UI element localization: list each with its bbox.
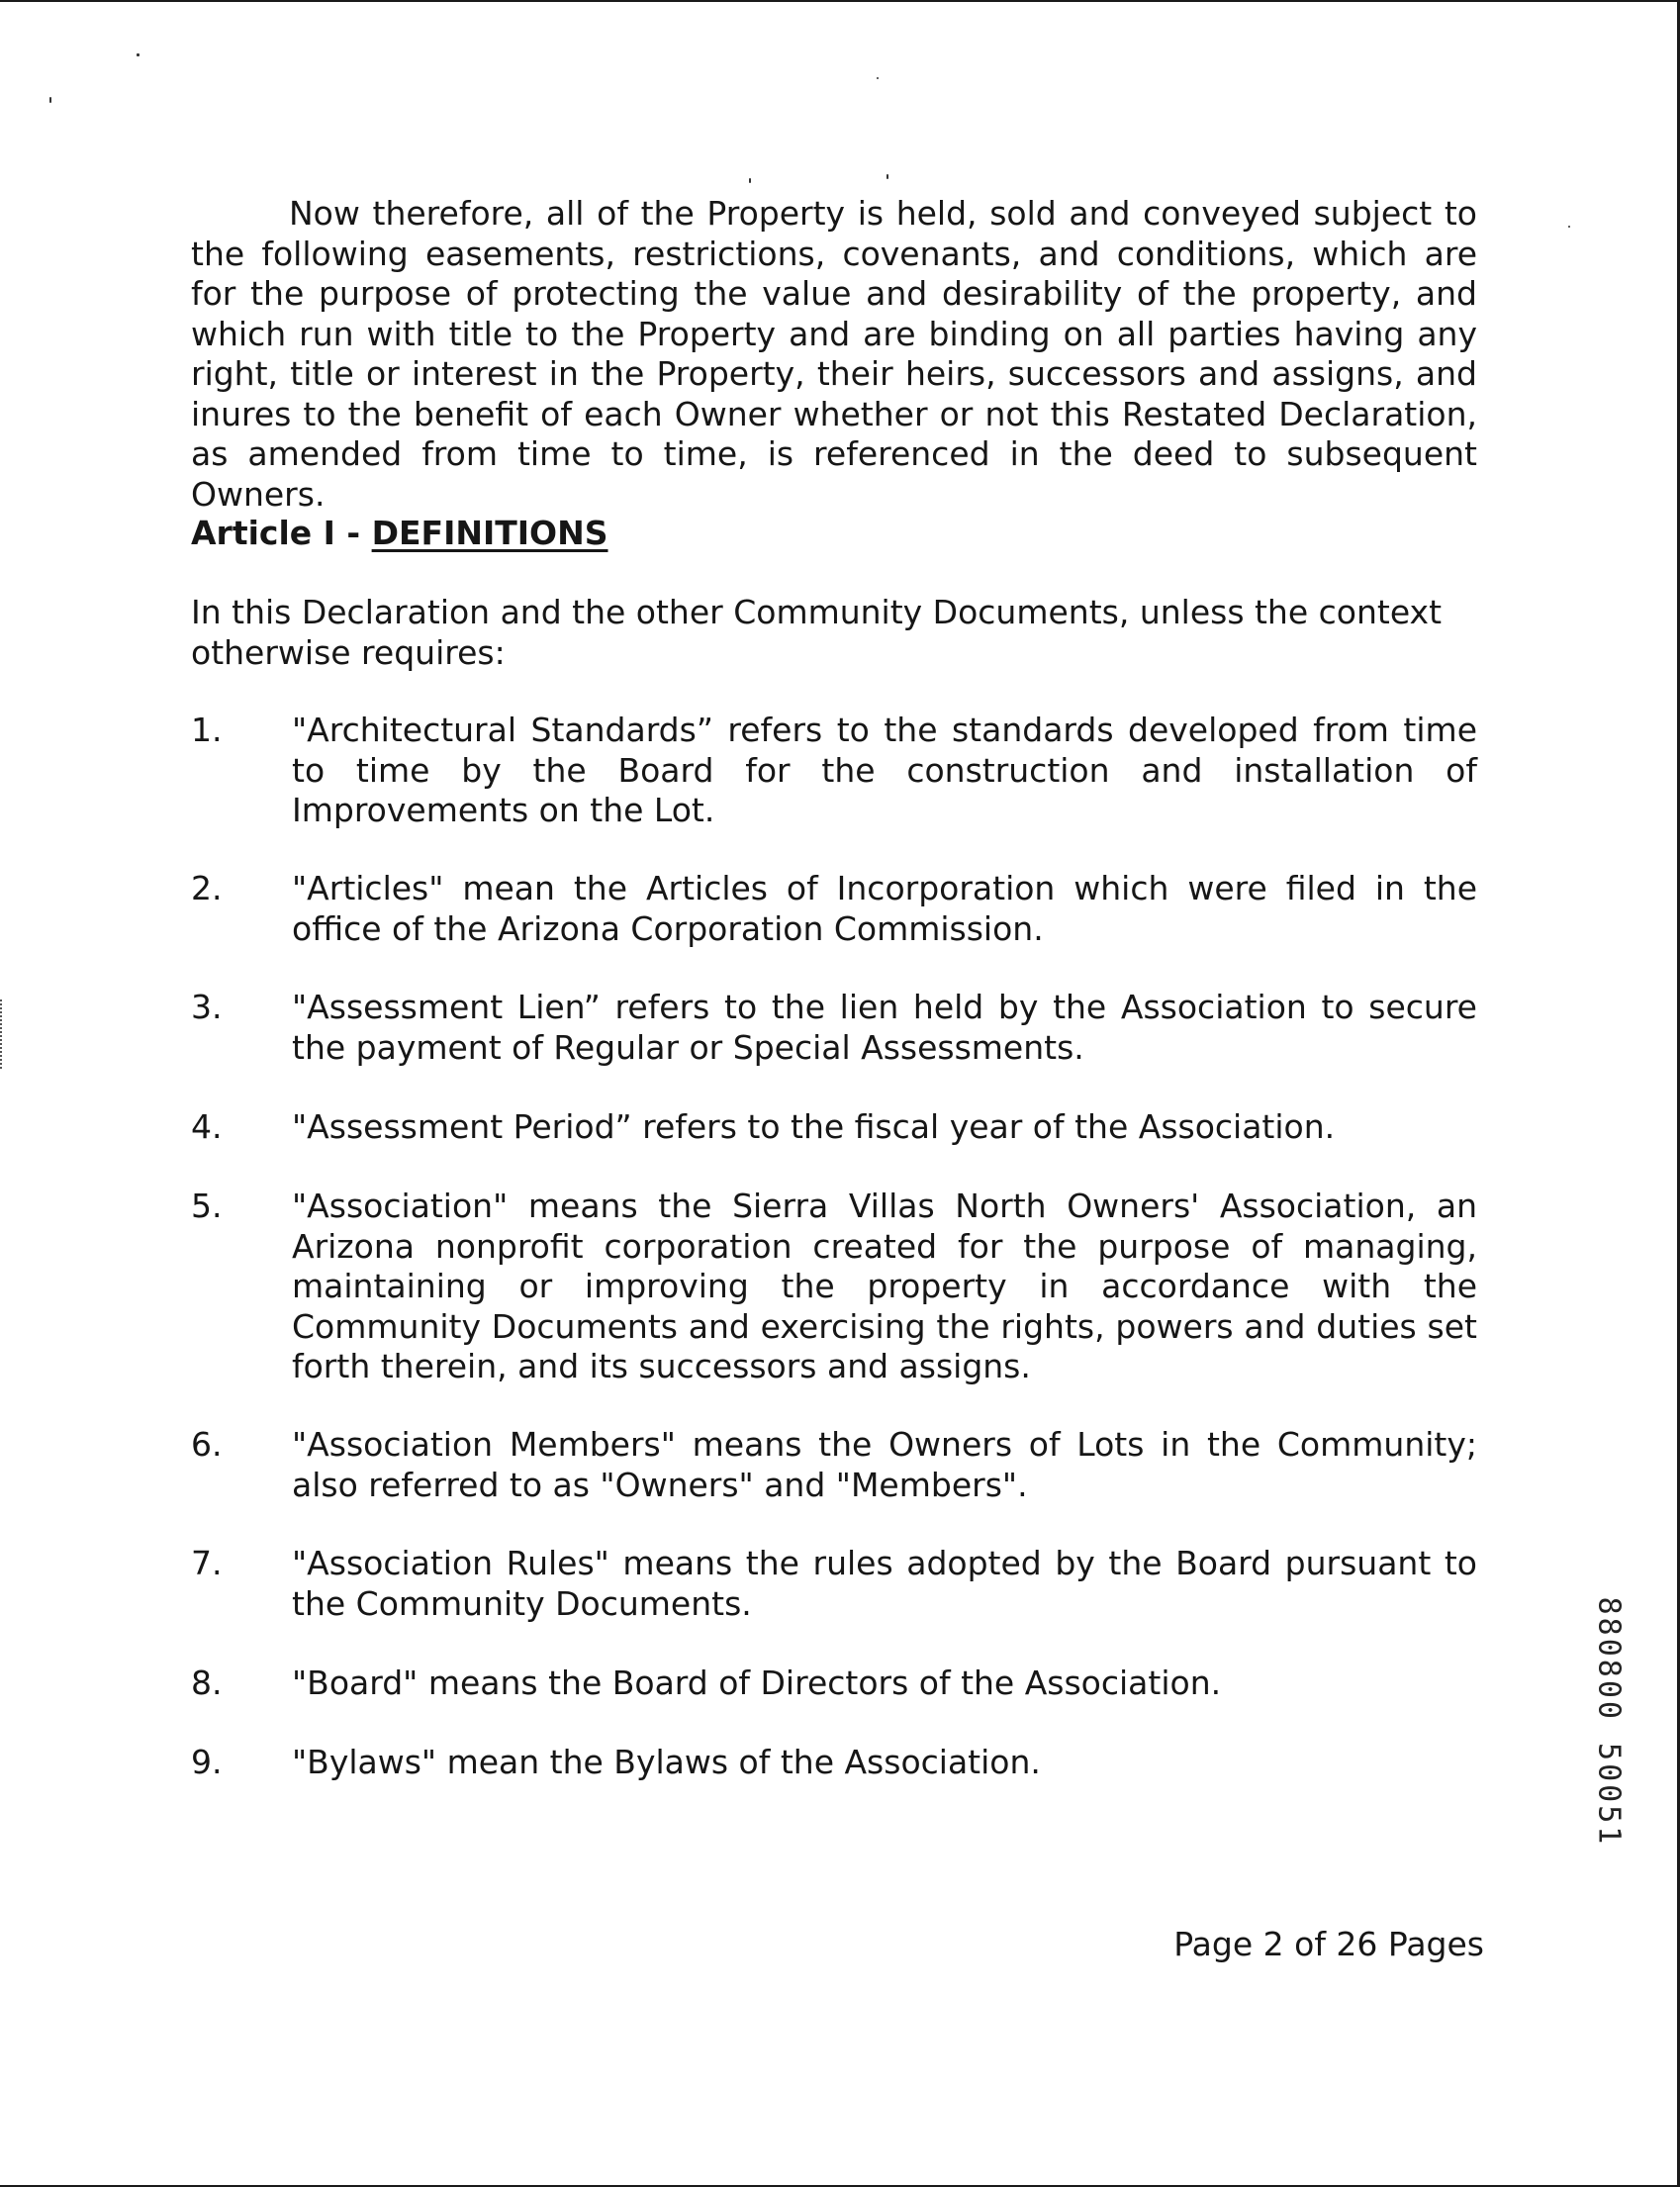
definition-number: 5. <box>191 1187 223 1225</box>
scan-edge-mark <box>0 999 4 1069</box>
definition-text: "Architectural Standards” refers to the standards developed from time to time by the Board for the construction and installation of Improvements on the Lot. <box>292 711 1477 829</box>
article-prefix: Article I - <box>191 514 372 552</box>
definition-number: 2. <box>191 869 223 907</box>
definition-text: "Articles" mean the Articles of Incorporation which were filed in the office of the Arizona Corporation Commission. <box>292 869 1477 948</box>
definition-number: 8. <box>191 1664 223 1702</box>
intro-paragraph: Now therefore, all of the Property is held, sold and conveyed subject to the following easements, restrictions, covenants, and conditions, which are for the purpose of protecting the value and desirability of the property, and which run with title to the Property and are binding on all parties having any right, title or interest in the Property, their heirs, successors and assigns, and inures to the benefit of each Owner whether or not this Restated Declaration, as amended from time to time, is referenced in the deed to subsequent Owners. <box>191 194 1477 514</box>
scan-speck <box>1568 226 1570 228</box>
definition-text: "Association Members" means the Owners of Lots in the Community; also referred to as "Owners" and "Members". <box>292 1425 1477 1504</box>
definition-number: 9. <box>191 1743 223 1781</box>
scan-speck <box>877 77 879 79</box>
definition-number: 7. <box>191 1544 223 1582</box>
side-stamp-text: 880800 50051 <box>1591 1596 1627 1848</box>
article-heading <box>191 514 608 553</box>
article-title: DEFINITIONS <box>371 514 608 552</box>
definition-number: 3. <box>191 988 223 1026</box>
scan-speck <box>49 97 51 103</box>
definition-number: 1. <box>191 711 223 749</box>
definition-text: "Association" means the Sierra Villas North Owners' Association, an Arizona nonprofit corporation created for the purpose of managing, maintaining or improving the property in accordance with the Community Documents and exercising the rights, powers and duties set forth therein, and its successors and assigns. <box>292 1187 1477 1385</box>
scan-border-top <box>0 0 1680 2</box>
definition-text: "Board" means the Board of Directors of the Association. <box>292 1664 1222 1702</box>
scan-speck <box>887 174 888 179</box>
definition-text: "Assessment Lien” refers to the lien held by the Association to secure the payment of Regular or Special Assessments. <box>292 988 1477 1067</box>
definition-text: "Bylaws" mean the Bylaws of the Association. <box>292 1743 1041 1781</box>
definition-text: "Assessment Period” refers to the fiscal year of the Association. <box>292 1107 1336 1146</box>
lead-paragraph: In this Declaration and the other Community Documents, unless the context otherwise requires: <box>191 593 1443 672</box>
scan-speck <box>749 178 751 183</box>
page-number-footer: Page 2 of 26 Pages <box>1173 1925 1484 1963</box>
side-stamp <box>1589 1593 1629 1851</box>
definition-number: 4. <box>191 1107 223 1146</box>
definition-number: 6. <box>191 1425 223 1464</box>
scan-speck <box>137 53 140 56</box>
definition-text: "Association Rules" means the rules adopted by the Board pursuant to the Community Documents. <box>292 1544 1477 1623</box>
